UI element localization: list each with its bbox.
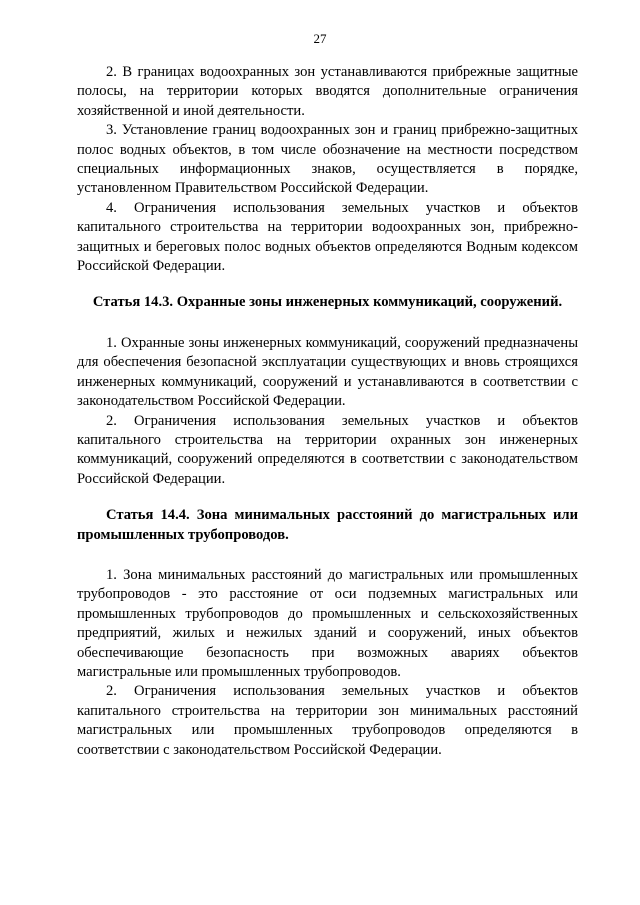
article-14-3-heading: Статья 14.3. Охранные зоны инженерных коммуникаций, сооружений. <box>92 294 563 311</box>
paragraph-water-zone-3: 3. Установление границ водоохранных зон и границ прибрежно-защитных полос водных объектов, в том числе обозначение на местности посредством специальных информационных знаков, осуществляется в порядке, установленном Правительством Российской Федерации. <box>77 122 578 197</box>
paragraph-article-14-4-2: 2. Ограничения использования земельных участков и объектов капитального строительства на территории зон минимальных расстояний магистральных или промышленных трубопроводов определяются в соответствии с законодательством Российской Федерации. <box>77 683 578 758</box>
document-body <box>77 63 578 760</box>
spacer <box>77 489 578 506</box>
paragraph-article-14-3-2: 2. Ограничения использования земельных участков и объектов капитального строительства на территории охранных зон инженерных коммуникаций, сооружений определяются в соответствии с законодательством Российской Федерации. <box>77 412 578 487</box>
paragraph-article-14-3-1: 1. Охранные зоны инженерных коммуникаций, сооружений предназначены для обеспечения безопасной эксплуатации существующих и вновь строящихся инженерных коммуникаций, сооружений и устанавливаются в соответствии с законодательством Российской Федерации. <box>77 334 578 410</box>
paragraph-water-zone-4: 4. Ограничения использования земельных участков и объектов капитального строительства на территории водоохранных зон, прибрежно-защитных и береговых полос водных объектов определяются Водным кодексом Российской Федерации. <box>77 199 578 275</box>
spacer <box>77 313 578 334</box>
paragraph-article-14-4-1: 1. Зона минимальных расстояний до магистральных или промышленных трубопроводов - это расстояние от оси подземных магистральных или промышленных трубопроводов до промышленных и сельскохозяйственных предприятий, жилых и нежилых зданий и сооружений, иных объектов обеспечивающие безопасность при возможных авариях объектов магистральные или промышленных трубопроводов. <box>77 566 578 680</box>
spacer <box>77 276 578 293</box>
spacer <box>77 545 578 566</box>
paragraph-water-zone-2: 2. В границах водоохранных зон устанавливаются прибрежные защитные полосы, на территории которых вводятся дополнительные ограничения хозяйственной и иной деятельности. <box>77 64 578 119</box>
page-number: 27 <box>313 31 327 46</box>
article-14-4-heading: Статья 14.4. Зона минимальных расстояний до магистральных или промышленных трубопроводов. <box>77 507 578 543</box>
